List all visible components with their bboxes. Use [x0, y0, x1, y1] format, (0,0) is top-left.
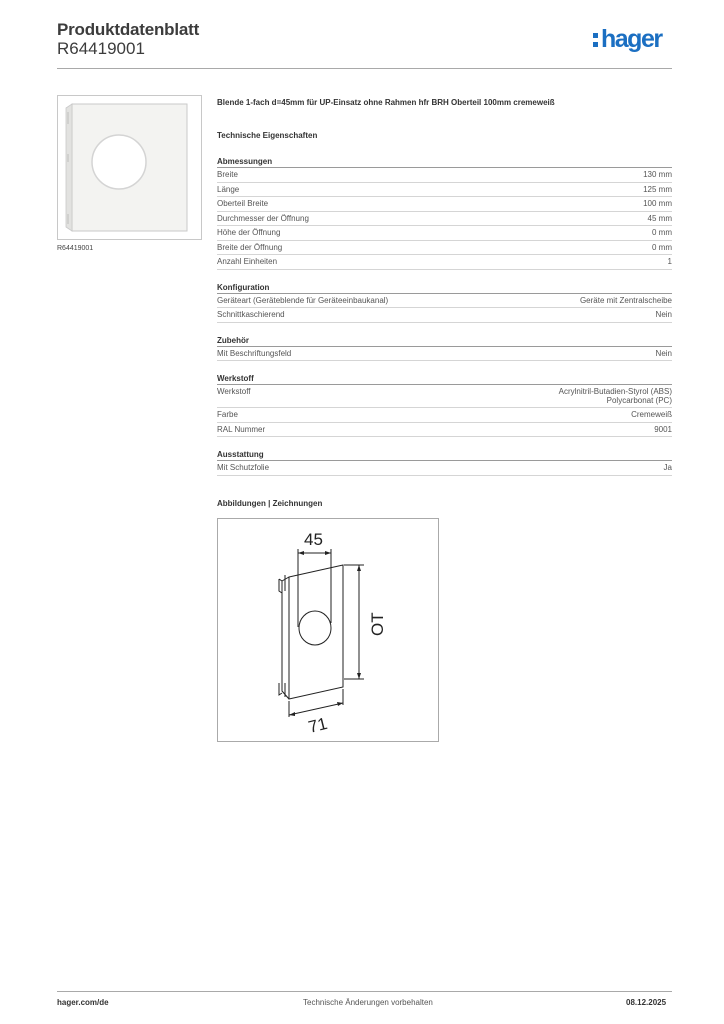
- spec-row: [217, 385, 672, 408]
- spec-row: [217, 183, 672, 198]
- footer-date: 08.12.2025: [626, 998, 667, 1007]
- spec-value: [664, 463, 672, 473]
- spec-value-line: 125 mm: [643, 184, 672, 194]
- spec-row: [217, 241, 672, 256]
- technical-drawing: [217, 518, 439, 742]
- spec-table: [217, 155, 672, 476]
- spec-value-line: Cremeweiß: [631, 410, 672, 419]
- technical-properties-heading: Technische Eigenschaften: [217, 131, 318, 140]
- section-title: Abmessungen: [217, 155, 672, 168]
- spec-value: [652, 228, 672, 238]
- spec-value: [643, 199, 672, 209]
- spec-row: [217, 423, 672, 438]
- spec-row: [217, 347, 672, 362]
- dimension-drawing: [218, 519, 438, 741]
- spec-value: [654, 425, 672, 435]
- spec-label: Mit Beschriftungsfeld: [217, 348, 292, 358]
- spec-row: [217, 408, 672, 423]
- spec-row: [217, 226, 672, 241]
- hager-logo: [593, 27, 662, 52]
- spec-label: Geräteart (Geräteblende für Geräteeinbaukanal): [217, 295, 389, 305]
- product-thumbnail: [57, 95, 202, 240]
- spec-label: Länge: [217, 184, 240, 194]
- spec-value-line: Nein: [655, 348, 672, 358]
- spec-value-line: 45 mm: [647, 213, 672, 223]
- spec-label: Durchmesser der Öffnung: [217, 213, 309, 223]
- spec-row: [217, 461, 672, 476]
- footer-note: Technische Änderungen vorbehalten: [303, 998, 433, 1007]
- spec-label: Breite der Öffnung: [217, 242, 283, 252]
- spec-row: [217, 255, 672, 270]
- spec-value: [656, 349, 672, 359]
- logo-text: hager: [601, 25, 662, 53]
- figures-heading: Abbildungen | Zeichnungen: [217, 499, 323, 508]
- spec-value: [631, 410, 672, 420]
- spec-label: Werkstoff: [217, 387, 251, 396]
- spec-value: [643, 185, 672, 195]
- spec-value: [668, 257, 672, 267]
- cover-plate-image: [58, 96, 201, 239]
- dim-diameter-label: 45: [304, 530, 323, 549]
- section-title: Zubehör: [217, 334, 672, 347]
- spec-row: [217, 212, 672, 227]
- thumbnail-caption: R64419001: [57, 245, 94, 252]
- spec-row: [217, 294, 672, 309]
- product-description: Blende 1-fach d=45mm für UP-Einsatz ohne Rahmen hfr BRH Oberteil 100mm cremeweiß: [217, 98, 555, 107]
- spec-value-line: 100 mm: [643, 199, 672, 208]
- spec-label: RAL Nummer: [217, 424, 266, 434]
- spec-label: Schnittkaschierend: [217, 310, 285, 319]
- section-title: Ausstattung: [217, 448, 672, 461]
- dim-width-label: 71: [306, 713, 330, 737]
- section-gap: [217, 361, 672, 372]
- spec-value: [656, 310, 672, 320]
- spec-value-line: 130 mm: [643, 170, 672, 179]
- spec-value-line: 1: [667, 257, 672, 266]
- footer-divider: [57, 991, 672, 992]
- spec-value-line: Polycarbonat (PC): [606, 396, 672, 405]
- spec-value-line: Geräte mit Zentralscheibe: [579, 295, 672, 305]
- spec-label: Breite: [217, 170, 238, 179]
- spec-value-line: 9001: [654, 424, 672, 434]
- footer-website-link[interactable]: hager.com/de: [57, 998, 109, 1007]
- spec-label: Höhe der Öffnung: [217, 228, 281, 237]
- section-title: Konfiguration: [217, 281, 672, 294]
- dim-height-label: OT: [368, 612, 387, 636]
- spec-row: [217, 197, 672, 212]
- header-divider: [57, 68, 672, 69]
- spec-value-line: Nein: [655, 310, 672, 319]
- spec-row: [217, 308, 672, 323]
- spec-label: Oberteil Breite: [217, 199, 269, 208]
- spec-label: Anzahl Einheiten: [217, 257, 278, 266]
- spec-value-line: Acrylnitril-Butadien-Styrol (ABS): [558, 387, 672, 396]
- spec-value-line: 0 mm: [652, 242, 672, 252]
- spec-value: [580, 296, 672, 306]
- section-title: Werkstoff: [217, 372, 672, 385]
- spec-value: [648, 214, 672, 224]
- section-gap: [217, 437, 672, 448]
- logo-dots-icon: [593, 33, 599, 47]
- section-gap: [217, 323, 672, 334]
- spec-value: [643, 170, 672, 180]
- spec-value-line: Ja: [663, 463, 672, 472]
- spec-value: [559, 387, 672, 405]
- spec-row: [217, 168, 672, 183]
- spec-label: Mit Schutzfolie: [217, 463, 270, 472]
- page-title: Produktdatenblatt: [57, 20, 200, 39]
- article-number: R64419001: [57, 39, 145, 58]
- spec-label: Farbe: [217, 410, 238, 419]
- spec-value-line: 0 mm: [652, 228, 672, 237]
- section-gap: [217, 270, 672, 281]
- spec-value: [652, 243, 672, 253]
